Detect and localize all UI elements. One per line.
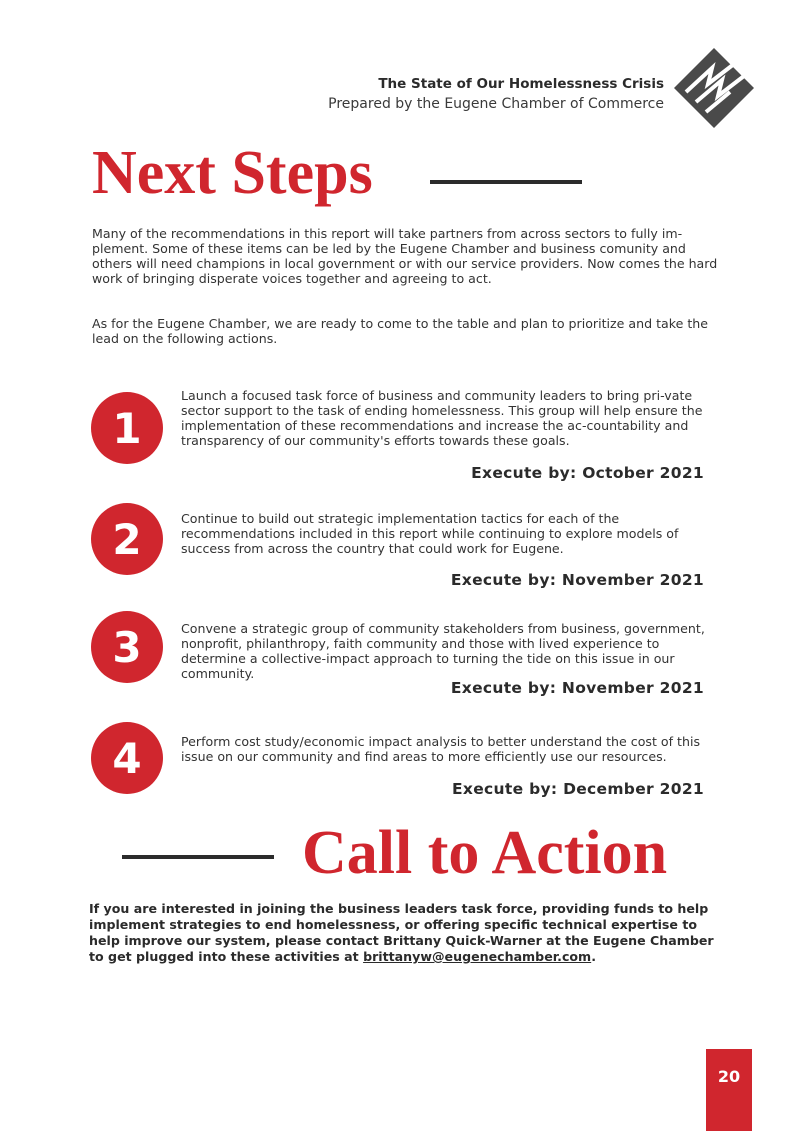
- chamber-logo: [672, 46, 756, 130]
- contact-email-link[interactable]: brittanyw@eugenechamber.com: [363, 949, 592, 964]
- step-description: Launch a focused task force of business and community leaders to bring pri-vate sector support to the task of ending homelessness. This group will help ensure the implementation of these recommendations and increase the ac-countability and transparency of our community's efforts towards these goals.: [181, 388, 703, 448]
- intro-paragraph: Many of the recommendations in this report will take partners from across sectors to fully im-plement. Some of these items can be led by the Eugene Chamber and business comunity and others will need champions in local government or with our service providers. Now comes the hard work of bringing disperate voices together and agreeing to act.: [92, 226, 718, 286]
- call-to-action-body: [89, 901, 721, 965]
- heading-rule: [430, 180, 582, 184]
- page-number: 20: [706, 1049, 752, 1131]
- step-deadline: Execute by: November 2021: [450, 571, 704, 589]
- cta-end: .: [591, 949, 596, 964]
- lead-paragraph: As for the Eugene Chamber, we are ready to come to the table and plan to prioritize and take the lead on the following actions.: [92, 316, 709, 346]
- header-subtitle: Prepared by the Eugene Chamber of Commerce: [328, 96, 664, 112]
- cta-text: If you are interested in joining the business leaders task force, providing funds to help implement strategies to end homelessness, or offering specific technical expertise to help improve our system, please contact Brittany Quick-Warner at the Eugene Chamber to get plugged into these activities at: [89, 901, 714, 964]
- step-number-badge: 3: [91, 611, 163, 683]
- step-description: Convene a strategic group of community stakeholders from business, government, nonprofit, philanthropy, faith community and those with lived experience to determine a collective-impact approach to turning the tide on this issue in our community.: [181, 621, 705, 681]
- call-to-action-heading: Call to Action: [302, 819, 668, 887]
- step-description: Perform cost study/economic impact analysis to better understand the cost of this issue on our community and find areas to more efficiently use our resources.: [181, 734, 701, 764]
- step-number-badge: 1: [91, 392, 163, 464]
- step-number-badge: 2: [91, 503, 163, 575]
- header-title: The State of Our Homelessness Crisis: [378, 76, 664, 92]
- step-deadline: Execute by: October 2021: [471, 464, 704, 482]
- call-to-action-rule: [122, 855, 274, 859]
- step-description: Continue to build out strategic implementation tactics for each of the recommendations included in this report while continuing to explore models of success from across the country that could work for Eugene.: [181, 511, 679, 556]
- next-steps-heading: Next Steps: [92, 139, 373, 207]
- step-number-badge: 4: [91, 722, 163, 794]
- step-deadline: Execute by: November 2021: [450, 679, 704, 697]
- step-deadline: Execute by: December 2021: [452, 780, 704, 798]
